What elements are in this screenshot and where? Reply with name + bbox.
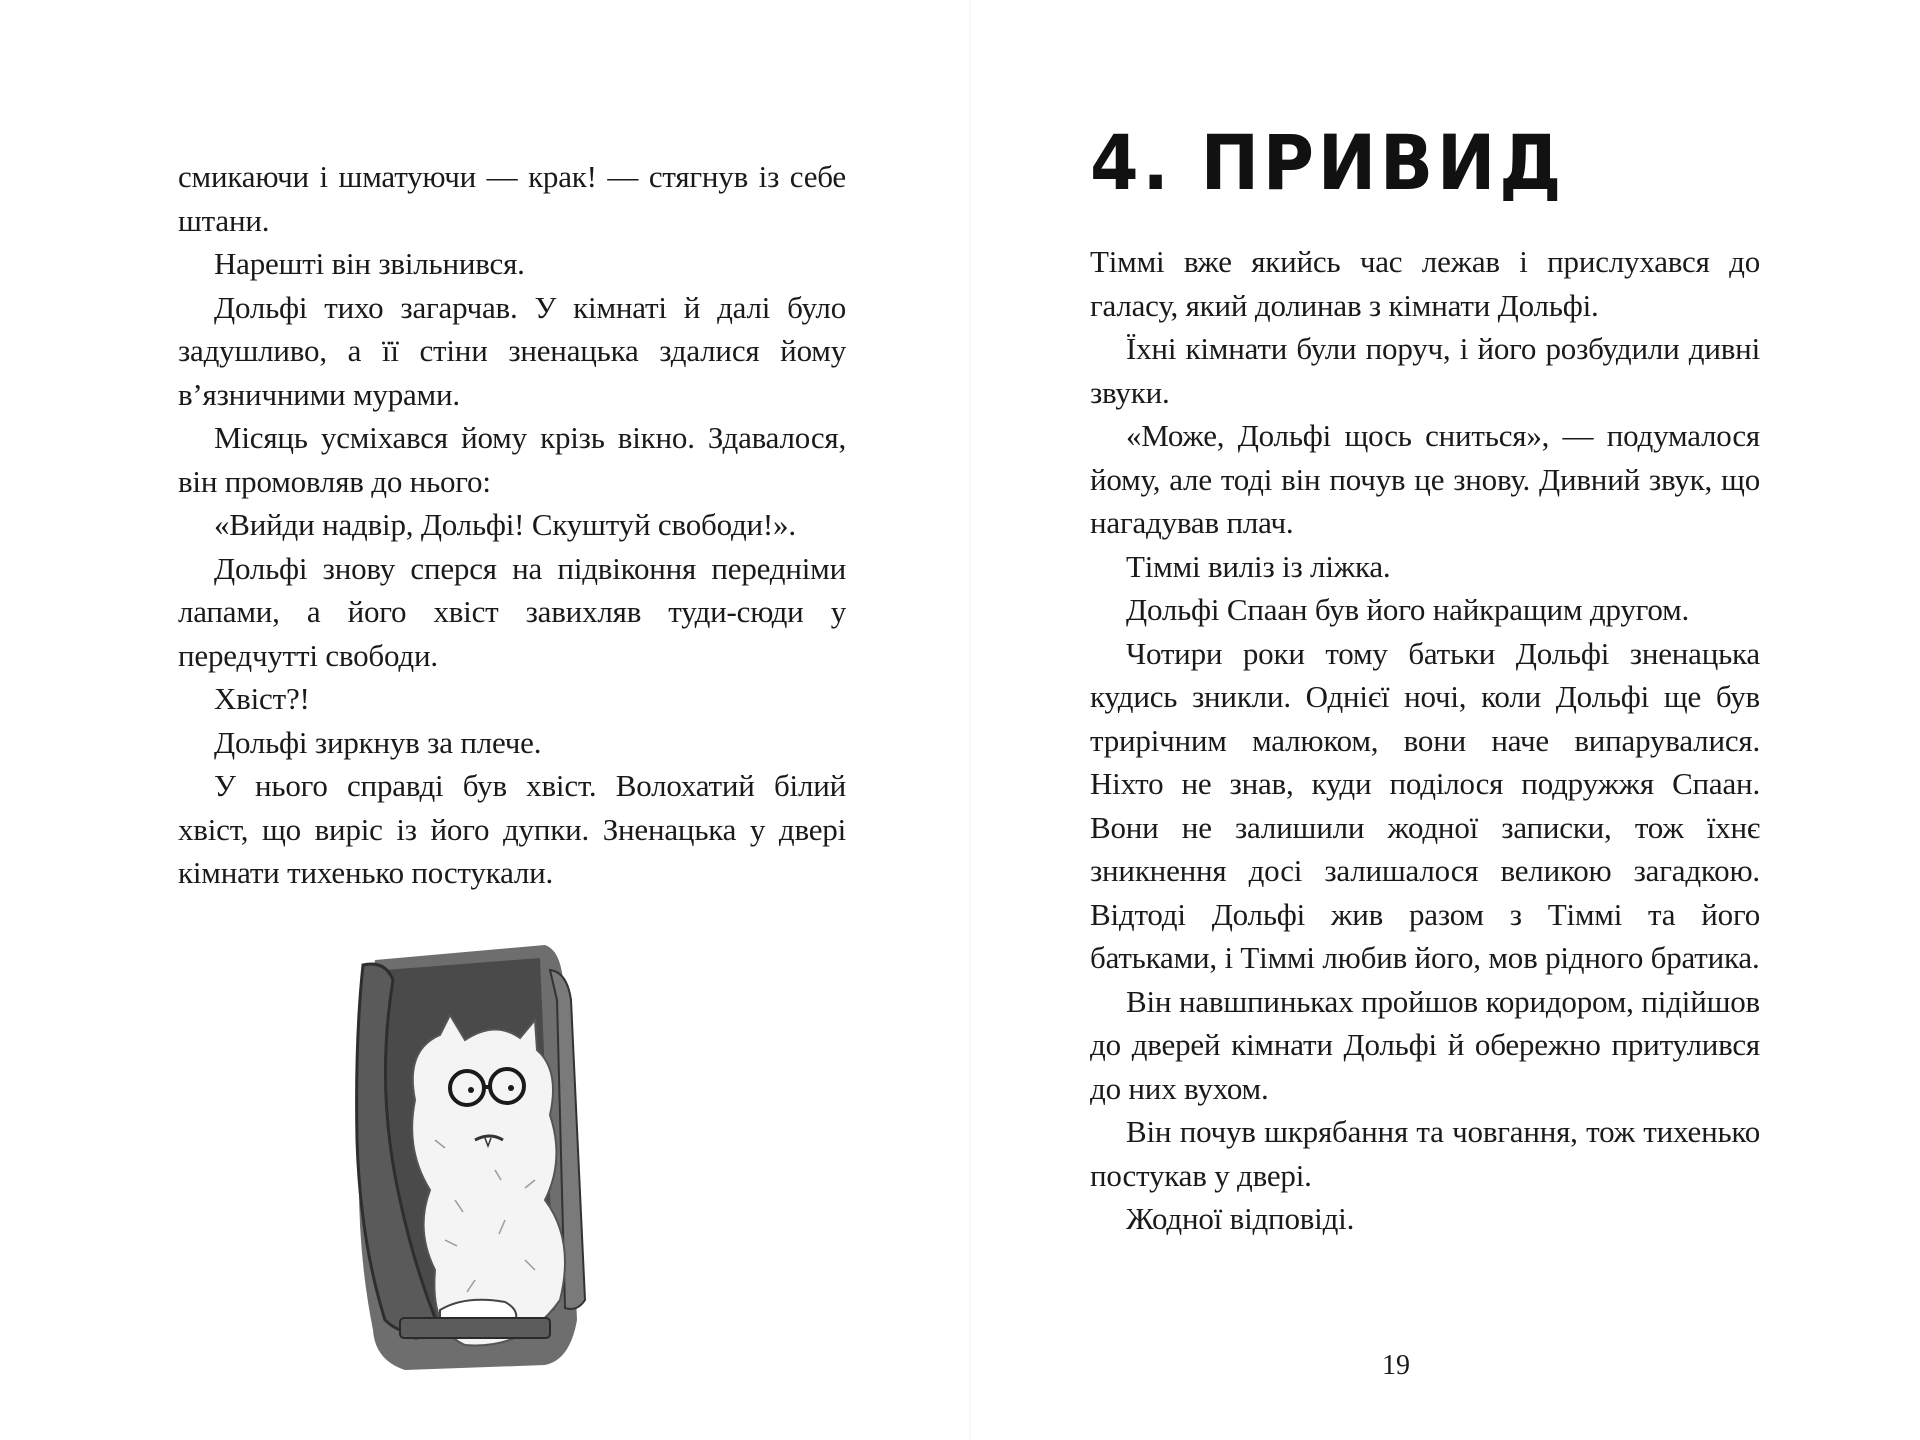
- left-page-text: [178, 155, 846, 895]
- page-gutter: [969, 0, 971, 1440]
- paragraph: Нарешті він звільнився.: [214, 246, 525, 281]
- paragraph: Тіммі виліз із ліжка.: [1126, 548, 1391, 584]
- paragraph: Їхні кімнати були поруч, і його розбудили дивні звуки.: [1090, 331, 1760, 410]
- paragraph: Дольфі тихо загарчав. У кімнаті й далі було задушливо, а її стіни зненацька здалися йому в’язничними мурами.: [178, 289, 846, 412]
- paragraph: Дольфі зиркнув за плече.: [214, 724, 542, 760]
- paragraph: Місяць усміхався йому крізь вікно. Здавалося, він промовляв до нього:: [178, 420, 846, 499]
- right-page: [972, 0, 1920, 1440]
- chapter-title: 4. ПРИВИД: [1090, 118, 1566, 207]
- paragraph: Жодної відповіді.: [1126, 1201, 1355, 1236]
- paragraph: смикаючи і шматуючи — крак! — стягнув із себе штани.: [178, 159, 846, 238]
- paragraph: «Може, Дольфі щось сниться», — подумалося йому, але тоді він почув це знову. Дивний звук, що нагадував плач.: [1090, 418, 1760, 540]
- werewolf-illustration: [345, 940, 620, 1380]
- paragraph: У нього справді був хвіст. Волохатий білий хвіст, що виріс із його дупки. Зненацька у двері кімнати тихенько постукали.: [178, 768, 846, 890]
- right-page-text: [1090, 240, 1760, 1241]
- window-sill: [400, 1318, 550, 1338]
- paragraph: Чотири роки тому батьки Дольфі зненацька кудись зникли. Однієї ночі, коли Дольфі ще був трирічним малюком, вони наче випарувалися. Ніхто не знав, куди поділося подружжя Спаан. Вони не залишили жодної записки, тож їхнє зникнення досі залишалося великою загадкою. Відтоді Дольфі жив разом з Тіммі та його батьками, і Тіммі любив його, мов рідного братика.: [1090, 635, 1760, 975]
- paragraph: Він навшпиньках пройшов коридором, підійшов до дверей кімнати Дольфі й обережно притулився до них вухом.: [1090, 983, 1760, 1106]
- paragraph: «Вийди надвір, Дольфі! Скуштуй свободи!».: [214, 507, 796, 542]
- paragraph: Він почув шкрябання та човгання, тож тихенько постукав у двері.: [1090, 1114, 1760, 1193]
- page-number: 19: [1382, 1350, 1410, 1381]
- paragraph: Дольфі Спаан був його найкращим другом.: [1126, 592, 1690, 627]
- werewolf-body: [412, 1015, 565, 1345]
- paragraph: Дольфі знову сперся на підвіконня передніми лапами, а його хвіст завихляв туди-сюди у передчутті свободи.: [178, 550, 846, 673]
- paragraph: Тіммі вже якийсь час лежав і прислухався до галасу, який долинав з кімнати Дольфі.: [1090, 244, 1760, 323]
- paragraph: Хвіст?!: [214, 681, 310, 716]
